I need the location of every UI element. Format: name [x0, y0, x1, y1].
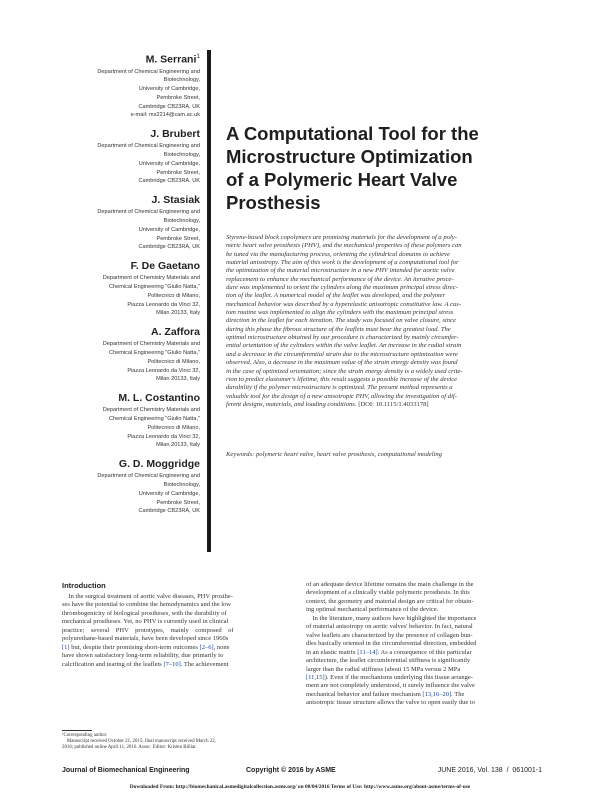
affiliation-line: Cambridge CB23RA, UK	[138, 103, 200, 110]
affiliation-line: Department of Chemical Engineering and	[97, 143, 200, 150]
author-name: G. D. Moggridge	[118, 458, 200, 471]
author-name: A. Zaffora	[150, 326, 200, 339]
citation-link[interactable]: [2–6]	[199, 643, 214, 651]
author-block	[60, 50, 200, 120]
citation-link[interactable]: [11–14]	[357, 648, 378, 656]
affiliation-line: Pembroke Street,	[156, 499, 200, 506]
section-heading-introduction: Introduction	[62, 581, 106, 590]
author-block	[60, 391, 200, 450]
body-line: of material anisotropy on aortic valves' behavior. In fact, natural	[306, 623, 473, 631]
title-line: of a Polymeric Heart Valve	[226, 169, 458, 190]
affiliation-line: Pembroke Street,	[156, 169, 200, 176]
affiliation-line: Biotechnology,	[163, 77, 200, 84]
citation-link[interactable]: [13,16–20]	[422, 690, 452, 698]
body-line: ing optimal mechanical performance of the device.	[306, 606, 439, 614]
affiliation-line: Politecnico di Milano,	[147, 424, 200, 431]
affiliation-line: Cambridge CB23RA, UK	[138, 508, 200, 515]
affiliation-line: Politecnico di Milano,	[147, 292, 200, 299]
author-block	[60, 259, 200, 318]
body-line: larger than the radial stiffness (about 15 MPa versus 2 MPa	[306, 665, 461, 673]
corresponding-author-mark: 1	[196, 53, 200, 60]
body-line: mechanical prostheses. Yet, no PHV is currently used in clinical	[62, 618, 229, 626]
body-line: ses have the potential to combine the hemodynamics and the low	[62, 601, 231, 609]
footnote-rule	[62, 730, 92, 731]
abstract-line: direction in the leaflet for each iteration. The study was focused on valve closure, since	[226, 317, 456, 325]
abstract	[226, 234, 546, 409]
body-line: valve leaflets are characterized by the presence of collagen bun-	[306, 631, 473, 639]
author-block	[60, 325, 200, 384]
author-name: J. Brubert	[150, 128, 200, 141]
affiliation-line: Milan 20133, Italy	[156, 376, 200, 383]
affiliation-line: Department of Chemical Engineering and	[97, 209, 200, 216]
abstract-line: ferent designs, materials, and loading conditions. [DOI: 10.1115/1.4033178]	[226, 400, 429, 408]
body-line: [1] but, despite their promising short-term outcomes [2–6], none	[62, 643, 230, 651]
article-title	[226, 122, 556, 214]
body-line: In the literature, many authors have highlighted the importance	[306, 614, 477, 622]
footnote-line: ¹Corresponding author.	[62, 733, 108, 738]
body-line: in an elastic matrix [11–14]. As a consequence of this particular	[306, 648, 472, 656]
affiliation-line: Cambridge CB23RA, UK	[138, 244, 200, 251]
affiliation-line: Biotechnology,	[163, 218, 200, 225]
affiliation-line: Department of Chemistry Materials and	[102, 341, 200, 348]
citation-link[interactable]: [7–10]	[163, 660, 181, 668]
author-block	[60, 193, 200, 252]
footer-issue-info: JUNE 2016, Vol. 138 / 061001-1	[437, 767, 542, 774]
body-line: of an adequate device lifetime remains the main challenge in the	[306, 581, 474, 588]
abstract-line: during this phase the fibrous structure of the leaflets must bear the greatest load. The	[226, 325, 451, 333]
affiliation-line: Piazza Leonardo da Vinci 32,	[127, 301, 200, 308]
author-name: M. L. Costantino	[118, 392, 200, 405]
abstract-line: durability if the polymer microstructure is optimized. The present method represents a	[226, 384, 453, 392]
body-line: calcification and tearing of the leaflets [7–10]. The achievement	[62, 660, 229, 668]
affiliation-line: University of Cambridge,	[138, 160, 200, 167]
abstract-line: replacement to enhance the mechanical performance of the device. An iterative proce-	[226, 275, 454, 283]
abstract-line: ential orientation of the cylinders within the valve leaflet. An increase in the radial strain	[226, 342, 462, 350]
abstract-line: observed. Also, a decrease in the maximum value of the strain energy density was found	[226, 359, 458, 367]
affiliation-line: Biotechnology,	[163, 152, 200, 159]
affiliation-line: University of Cambridge,	[138, 490, 200, 497]
affiliation-line: Milan 20133, Italy	[156, 442, 200, 449]
body-line: practice; several PHV prototypes, mainly composed of	[62, 626, 234, 634]
abstract-line: optimal microstructure obtained by our procedure is characterized by mainly circumfer-	[226, 334, 459, 342]
body-column-right	[306, 581, 542, 708]
citation-link[interactable]: [11,15]	[306, 673, 325, 681]
abstract-line: in the case of optimized orientation; since the strain energy density is a widely used crite-	[226, 367, 463, 375]
abstract-line: material anisotropy. The aim of this work is the development of a computational tool for	[226, 259, 459, 267]
author-name: F. De Gaetano	[130, 260, 200, 273]
citation-link[interactable]: [1]	[62, 643, 70, 651]
affiliation-line: University of Cambridge,	[138, 226, 200, 233]
body-line: development of a clinically viable polymeric prosthesis. In this	[306, 589, 470, 597]
abstract-line: be tuned via the manufacturing process, orienting the cylindrical domains to achieve	[226, 250, 450, 258]
author-block	[60, 127, 200, 186]
affiliation-line: Department of Chemical Engineering and	[97, 473, 200, 480]
affiliation-line: Chemical Engineering "Giulio Natta,"	[108, 284, 200, 291]
affiliation-line: Pembroke Street,	[156, 94, 200, 101]
affiliation-line: Chemical Engineering "Giulio Natta,"	[108, 350, 200, 357]
author-name: J. Stasiak	[151, 194, 200, 207]
abstract-line: and a decrease in the circumferential strain due to the microstructure optimization were	[226, 350, 458, 358]
affiliation-line: Milan 20133, Italy	[156, 310, 200, 317]
download-notice: Downloaded From: http://biomechanical.asmedigitalcollection.asme.org/ on 08/04/2016 Terms of Use: http://www.asme.org/about-asme/terms-of-use	[129, 784, 471, 790]
abstract-line: valuable tool for the design of a new anisotropic PHV, allowing the investigation of dif-	[226, 392, 457, 400]
affiliation-line: Department of Chemical Engineering and	[97, 68, 200, 75]
doi-link[interactable]: [DOI: 10.1115/1.4033178]	[358, 400, 429, 408]
abstract-line: the optimization of the material microstructure in a new PHV intended for aortic valve	[226, 267, 455, 275]
body-line: mechanical behavior and failure mechanism [13,16–20]. The	[306, 690, 465, 698]
title-line: A Computational Tool for the	[226, 123, 479, 144]
affiliation-line: Piazza Leonardo da Vinci 32,	[127, 367, 200, 374]
body-line: ment are not completely understood, it surely influence the valve	[306, 682, 475, 690]
affiliation-line: Department of Chemistry Materials and	[102, 407, 200, 414]
affiliation-line: Piazza Leonardo da Vinci 32,	[127, 433, 200, 440]
affiliation-line: Chemical Engineering "Giulio Natta,"	[108, 416, 200, 423]
abstract-line: Styrene-based block copolymers are promising materials for the development of a poly-	[226, 234, 457, 241]
title-line: Microstructure Optimization	[226, 146, 473, 167]
body-line: architecture, the leaflet circumferential stiffness is significantly	[306, 657, 471, 665]
author-name: M. Serrani$^1$	[145, 53, 200, 66]
abstract-line: dure was implemented to orient the cylinders along the maximum principal stress direc-	[226, 284, 458, 292]
page-footer	[62, 767, 542, 777]
title-line: Prosthesis	[226, 192, 321, 213]
abstract-line: mechanical behavior was described by a hyperelastic anisotropic constitutive law. A cus-	[226, 300, 462, 308]
author-list	[60, 50, 200, 523]
abstract-line: tion of the leaflet. A numerical model of the leaflet was developed, and the polymer	[226, 292, 446, 300]
affiliation-line: Biotechnology,	[163, 482, 200, 488]
body-line: In the surgical treatment of aortic valve diseases, PHV prosthe-	[62, 593, 233, 600]
abstract-line: meric heart valve prosthesis (PHV), and the mechanical properties of these polymers can	[226, 242, 462, 250]
keywords: Keywords: polymeric heart valve, heart valve prosthesis, computational modeling	[226, 451, 442, 458]
body-line: context, the geometry and material design are critical for obtain-	[306, 597, 474, 605]
abstract-line: rion to predict elastomer's lifetime, this result suggests a possible increase of the device	[226, 375, 458, 383]
body-line: dles basically oriented in the circumferential direction, embedded	[306, 640, 477, 648]
body-column-left	[62, 581, 296, 669]
affiliation-line: Department of Chemistry Materials and	[102, 275, 200, 282]
header-divider-rule	[207, 50, 211, 552]
affiliation-line: University of Cambridge,	[138, 86, 200, 93]
footnotes	[62, 733, 296, 752]
footnote-line: Manuscript received October 21, 2015; final manuscript received March 22,	[62, 739, 216, 745]
author-block	[60, 457, 200, 516]
affiliation-line: Cambridge CB23RA, UK	[138, 178, 200, 185]
affiliation-line: Politecnico di Milano,	[147, 358, 200, 365]
footnote-line: 2016; published online April 11, 2016. Assoc. Editor: Kristen Billiar.	[62, 745, 197, 751]
footer-journal-name: Journal of Biomechanical Engineering	[62, 767, 190, 774]
body-line: thrombogenicity of biological prostheses, with the durability of	[62, 609, 227, 617]
body-line: [11,15]). Even if the mechanisms underlying this tissue arrange-	[306, 673, 473, 681]
body-line: have shown satisfactory long-term reliability, due primarily to	[62, 652, 224, 660]
footer-copyright: Copyright © 2016 by ASME	[246, 767, 336, 774]
affiliation-line: Pembroke Street,	[156, 235, 200, 242]
body-line: polyurethane-based materials, have been developed since 1960s	[62, 635, 229, 643]
abstract-line: tom routine was implemented to align the cylinders with the maximum principal stress	[226, 309, 454, 317]
author-email: e-mail: ms2214@cam.ac.uk	[130, 112, 200, 119]
body-line: anisotropic tissue structure allows the valve to open easily due to	[306, 699, 475, 707]
